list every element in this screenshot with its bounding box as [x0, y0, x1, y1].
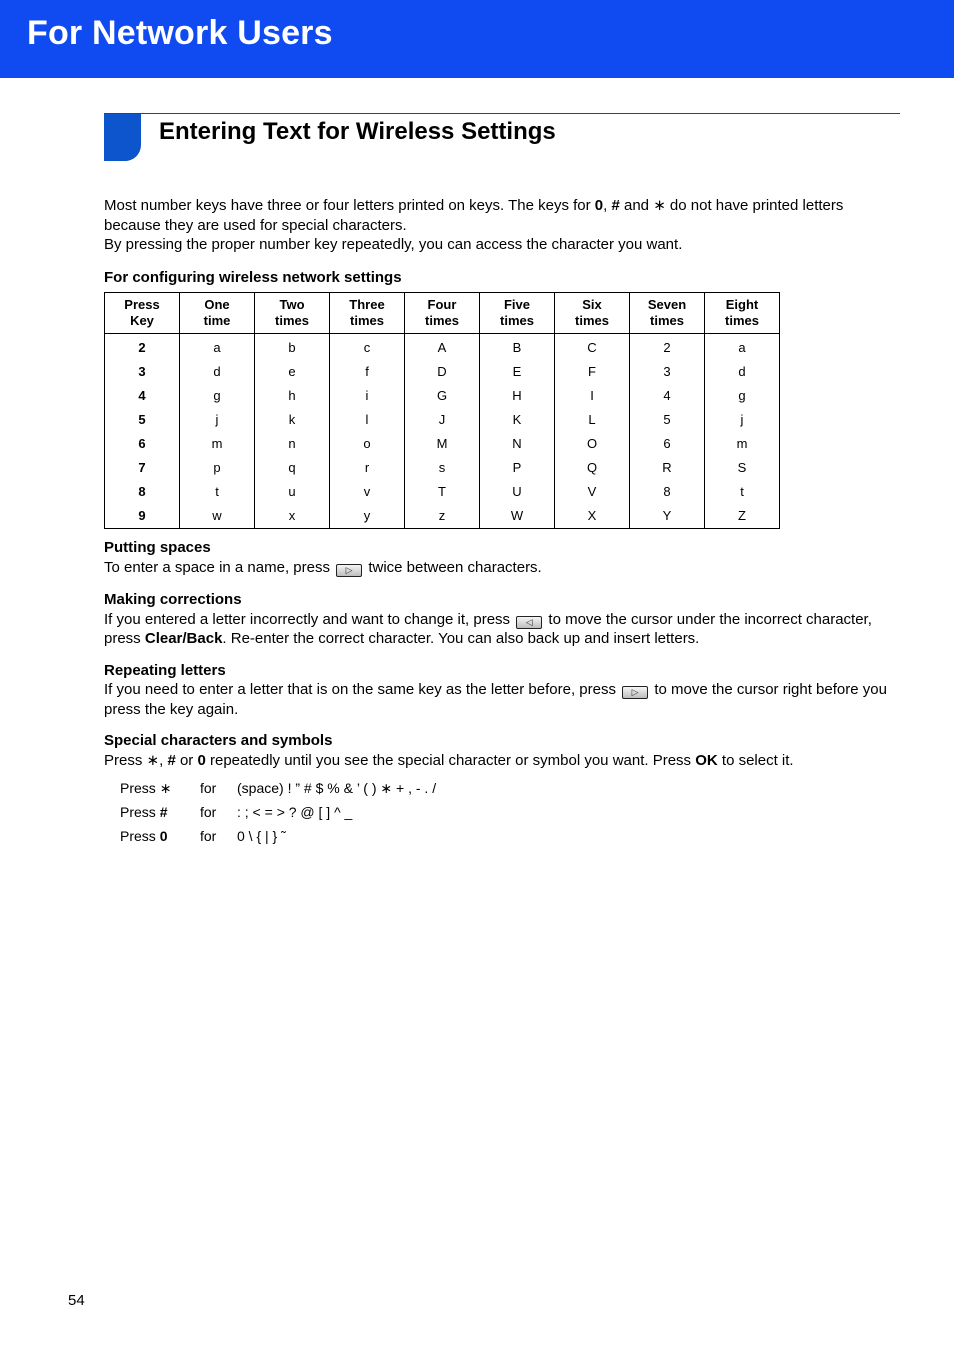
key-cell: 7: [105, 456, 180, 480]
char-cell: v: [330, 480, 405, 504]
corrections-heading: Making corrections: [104, 591, 242, 608]
key-cell: 9: [105, 504, 180, 529]
char-cell: H: [480, 384, 555, 408]
char-cell: G: [405, 384, 480, 408]
table-row: [105, 360, 780, 384]
right-arrow-key-icon: ▷: [622, 686, 648, 699]
col-header: Two times: [255, 293, 330, 334]
char-cell: L: [555, 408, 630, 432]
corrections-text: [104, 610, 900, 649]
intro-paragraph-2: By pressing the proper number key repeatedly, you can access the character you want.: [104, 236, 683, 253]
char-cell: j: [705, 408, 780, 432]
corrections-text-b: to move the cursor under the incorrect character, press: [104, 610, 872, 647]
table-row: [105, 384, 780, 408]
char-cell: z: [405, 504, 480, 529]
char-cell: t: [705, 480, 780, 504]
special-text-e: or: [175, 751, 198, 769]
main-content: [104, 196, 900, 849]
key-cell: 8: [105, 480, 180, 504]
char-cell: f: [330, 360, 405, 384]
special-text-c: ,: [159, 751, 168, 769]
char-cell: 6: [630, 432, 705, 456]
intro-paragraph-1: [104, 196, 900, 235]
table-row: [105, 334, 780, 361]
table-body: [105, 334, 780, 529]
symbol-chars-cell: (space) ! ” # $ % & ’ ( ) ∗ + , - . /: [237, 780, 437, 797]
char-cell: O: [555, 432, 630, 456]
symbol-chars-cell: : ; < = > ? @ [ ] ^ _: [237, 804, 353, 821]
symbol-row: [120, 801, 436, 825]
page-header-title: For Network Users: [27, 14, 333, 52]
corrections-text-c: . Re-enter the correct character. You can also back up and insert letters.: [222, 630, 700, 647]
symbol-chars-cell: 0 \ { | } ˜: [237, 828, 286, 845]
char-cell: w: [180, 504, 255, 529]
table-row: [105, 432, 780, 456]
intro-key-star: ∗: [653, 197, 666, 214]
char-cell: h: [255, 384, 330, 408]
table-row: [105, 408, 780, 432]
key-cell: 4: [105, 384, 180, 408]
char-cell: I: [555, 384, 630, 408]
symbol-for-cell: for: [200, 804, 217, 821]
symbol-press-cell: Press #: [120, 804, 168, 821]
page-number: 54: [68, 1292, 85, 1309]
special-heading: Special characters and symbols: [104, 732, 333, 749]
char-cell: 3: [630, 360, 705, 384]
char-cell: Z: [705, 504, 780, 529]
col-header: One time: [180, 293, 255, 334]
char-cell: m: [705, 432, 780, 456]
symbol-row: [120, 777, 436, 801]
table-row: [105, 456, 780, 480]
char-cell: e: [255, 360, 330, 384]
char-cell: M: [405, 432, 480, 456]
char-cell: g: [180, 384, 255, 408]
special-text-i: to select it.: [717, 751, 794, 769]
char-cell: s: [405, 456, 480, 480]
char-cell: 8: [630, 480, 705, 504]
spaces-text-a: To enter a space in a name, press: [104, 558, 330, 576]
char-cell: p: [180, 456, 255, 480]
char-cell: P: [480, 456, 555, 480]
char-cell: o: [330, 432, 405, 456]
char-cell: U: [480, 480, 555, 504]
table-row: [105, 504, 780, 529]
intro-text: do not have printed letters because they are used for special characters.: [104, 197, 844, 234]
key-cell: 3: [105, 360, 180, 384]
char-cell: X: [555, 504, 630, 529]
char-cell: b: [255, 334, 330, 361]
symbol-key: ∗: [159, 780, 172, 797]
right-arrow-key-icon: ▷: [336, 564, 362, 577]
char-cell: B: [480, 334, 555, 361]
col-header: Four times: [405, 293, 480, 334]
char-cell: F: [555, 360, 630, 384]
special-key-star: ∗: [146, 751, 160, 769]
char-cell: 4: [630, 384, 705, 408]
col-header: Seven times: [630, 293, 705, 334]
char-cell: q: [255, 456, 330, 480]
table-header-row: [105, 293, 780, 334]
key-cell: 5: [105, 408, 180, 432]
col-header: Eight times: [705, 293, 780, 334]
special-key-0: 0: [197, 751, 206, 769]
char-cell: S: [705, 456, 780, 480]
char-cell: K: [480, 408, 555, 432]
char-cell: N: [480, 432, 555, 456]
special-text: [104, 751, 900, 771]
repeating-text-b: to move the cursor right before you press the key again.: [104, 681, 887, 718]
char-cell: a: [180, 334, 255, 361]
symbol-for-cell: for: [200, 780, 217, 797]
char-cell: y: [330, 504, 405, 529]
char-cell: 5: [630, 408, 705, 432]
symbol-press-cell: Press 0: [120, 828, 168, 845]
symbol-key: #: [159, 804, 168, 821]
spaces-text: [104, 558, 900, 578]
special-symbols-table: [120, 777, 436, 849]
clear-back-key-label: Clear/Back: [144, 630, 223, 647]
char-cell: D: [405, 360, 480, 384]
key-cell: 2: [105, 334, 180, 361]
char-cell: E: [480, 360, 555, 384]
char-cell: x: [255, 504, 330, 529]
char-cell: r: [330, 456, 405, 480]
col-header: Press Key: [105, 293, 180, 334]
col-header: Three times: [330, 293, 405, 334]
char-cell: d: [705, 360, 780, 384]
key-character-table: [104, 292, 780, 529]
char-cell: n: [255, 432, 330, 456]
spaces-text-b: twice between characters.: [368, 558, 542, 576]
special-text-g: repeatedly until you see the special character or symbol you want. Press: [205, 751, 696, 769]
intro-text: and: [619, 197, 654, 214]
col-header: Five times: [480, 293, 555, 334]
char-cell: k: [255, 408, 330, 432]
char-cell: R: [630, 456, 705, 480]
page-header-banner: [0, 0, 954, 78]
char-cell: i: [330, 384, 405, 408]
section-title: Entering Text for Wireless Settings: [159, 118, 556, 145]
char-cell: T: [405, 480, 480, 504]
special-text-a: Press: [104, 751, 147, 769]
table-heading: For configuring wireless network settings: [104, 268, 402, 286]
intro-text: Most number keys have three or four letters printed on keys. The keys for: [104, 197, 595, 214]
key-cell: 6: [105, 432, 180, 456]
char-cell: a: [705, 334, 780, 361]
special-key-hash: #: [167, 751, 176, 769]
section-tab-marker: [104, 114, 141, 161]
repeating-heading: Repeating letters: [104, 661, 226, 679]
symbol-press-cell: Press ∗: [120, 780, 172, 797]
char-cell: j: [180, 408, 255, 432]
char-cell: t: [180, 480, 255, 504]
char-cell: c: [330, 334, 405, 361]
intro-key-hash: #: [611, 197, 620, 214]
ok-key-label: OK: [695, 751, 718, 769]
char-cell: 2: [630, 334, 705, 361]
char-cell: m: [180, 432, 255, 456]
intro-key-0: 0: [594, 197, 604, 214]
left-arrow-key-icon: ◁: [516, 616, 542, 629]
char-cell: u: [255, 480, 330, 504]
col-header: Six times: [555, 293, 630, 334]
repeating-text: [104, 680, 900, 719]
repeating-text-a: If you need to enter a letter that is on the same key as the letter before, press: [104, 681, 616, 698]
char-cell: V: [555, 480, 630, 504]
char-cell: A: [405, 334, 480, 361]
intro-text: ,: [603, 197, 612, 214]
char-cell: Y: [630, 504, 705, 529]
symbol-key: 0: [159, 828, 168, 845]
char-cell: Q: [555, 456, 630, 480]
symbol-row: [120, 825, 436, 849]
section-rule: [104, 113, 900, 114]
char-cell: d: [180, 360, 255, 384]
char-cell: l: [330, 408, 405, 432]
char-cell: J: [405, 408, 480, 432]
table-row: [105, 480, 780, 504]
symbol-for-cell: for: [200, 828, 217, 845]
corrections-text-a: If you entered a letter incorrectly and want to change it, press: [104, 610, 511, 628]
char-cell: W: [480, 504, 555, 529]
spaces-heading: Putting spaces: [104, 539, 211, 556]
char-cell: C: [555, 334, 630, 361]
char-cell: g: [705, 384, 780, 408]
